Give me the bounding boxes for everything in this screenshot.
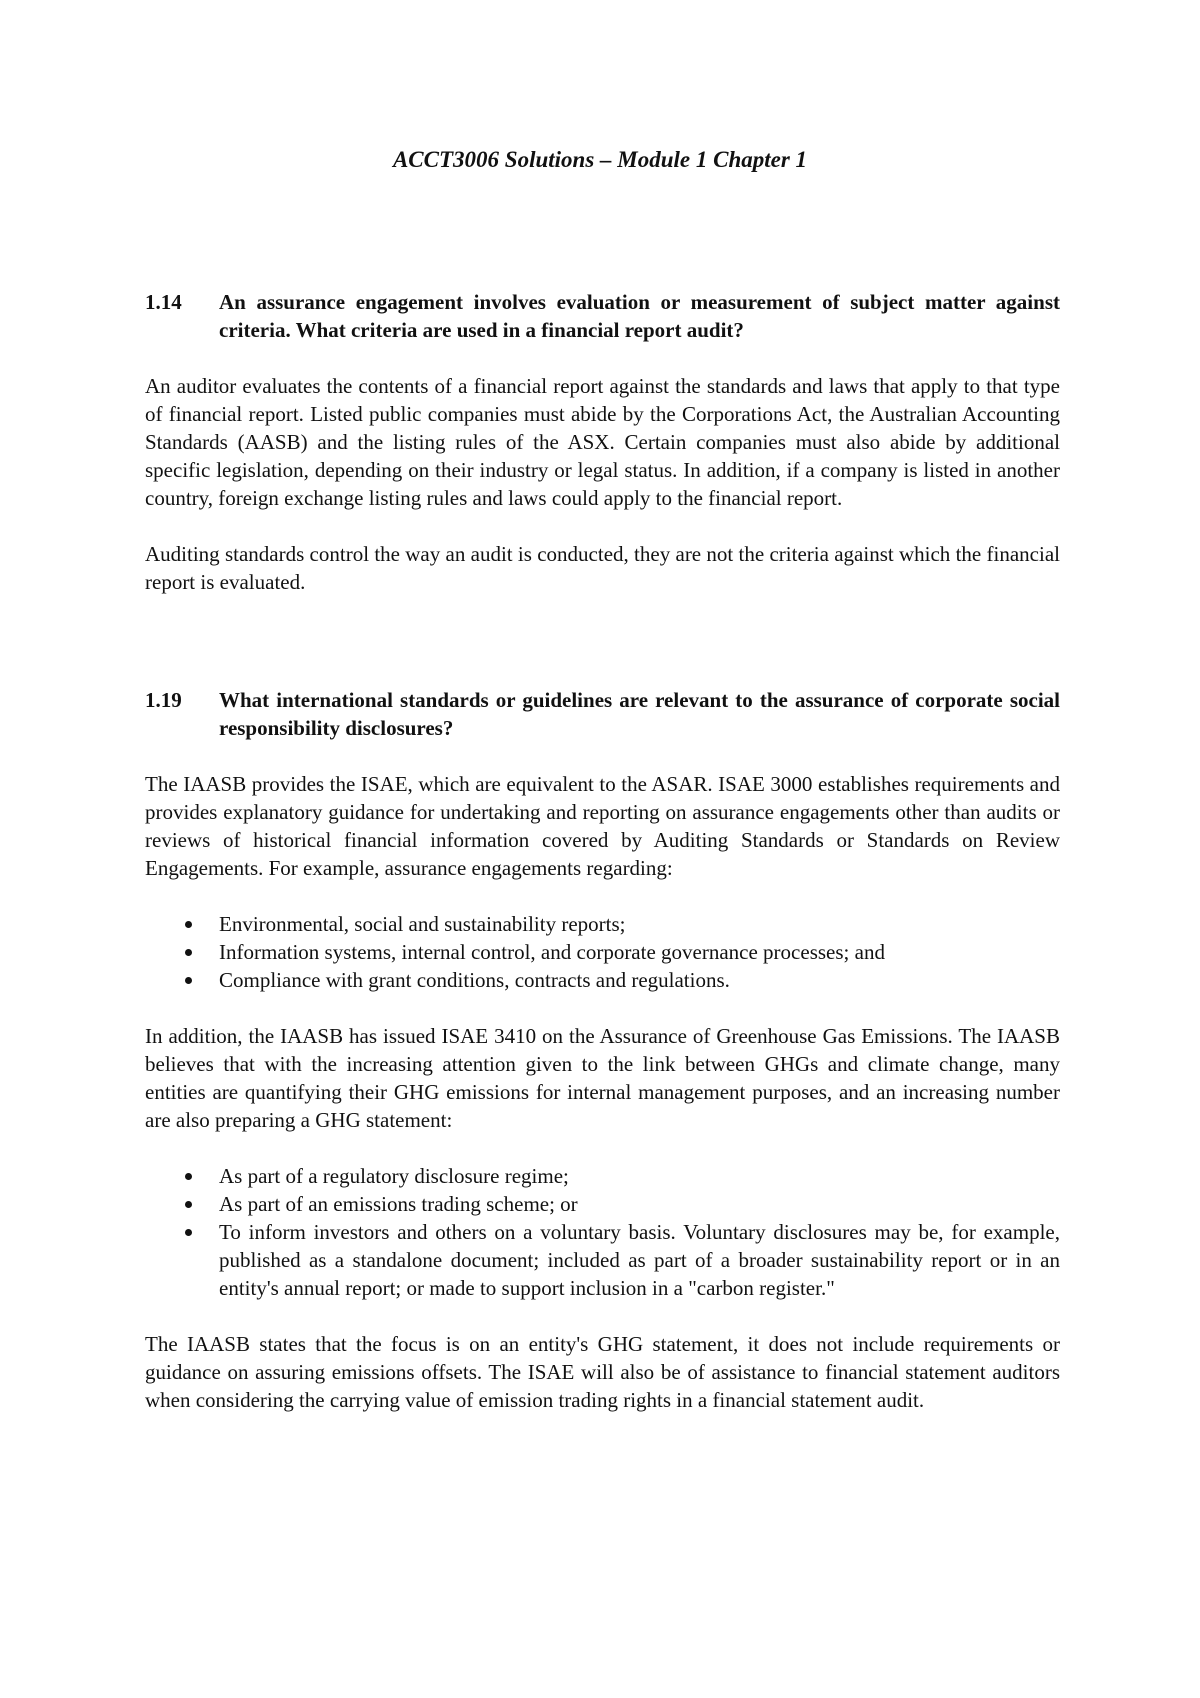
question-number: 1.14	[145, 290, 182, 314]
bullet-icon	[185, 1201, 192, 1208]
bullet-icon	[185, 1173, 192, 1180]
list-item	[145, 966, 1060, 994]
bullet-list	[145, 1162, 1060, 1302]
bullet-list	[145, 910, 1060, 994]
list-item	[145, 1162, 1060, 1190]
answer-paragraph: In addition, the IAASB has issued ISAE 3410 on the Assurance of Greenhouse Gas Emissions. The IAASB believes that with the increasing attention given to the link between GHGs and climate change, many entities are quantifying their GHG emissions for internal management purposes, and an increasing number are also preparing a GHG statement:	[145, 1024, 1060, 1132]
list-item-text: As part of a regulatory disclosure regime;	[219, 1164, 569, 1188]
answer-paragraph: The IAASB provides the ISAE, which are equivalent to the ASAR. ISAE 3000 establishes requirements and provides explanatory guidance for undertaking and reporting on assurance engagements other than audits or reviews of historical financial information covered by Auditing Standards or Standards on Review Engagements. For example, assurance engagements regarding:	[145, 772, 1060, 880]
list-item-text: Information systems, internal control, and corporate governance processes; and	[219, 940, 885, 964]
answer-paragraph: Auditing standards control the way an audit is conducted, they are not the criteria against which the financial report is evaluated.	[145, 542, 1060, 594]
list-item	[145, 1190, 1060, 1218]
document-title: ACCT3006 Solutions – Module 1 Chapter 1	[392, 147, 808, 172]
answer-paragraph: The IAASB states that the focus is on an entity's GHG statement, it does not include requirements or guidance on assuring emissions offsets. The ISAE will also be of assistance to financial statement auditors when considering the carrying value of emission trading rights in a financial statement audit.	[145, 1332, 1060, 1412]
question-text: An assurance engagement involves evaluation or measurement of subject matter against criteria. What criteria are used in a financial report audit?	[219, 290, 1060, 342]
bullet-icon	[185, 949, 192, 956]
question-1-14-section	[145, 288, 1060, 624]
bullet-icon	[185, 977, 192, 984]
bullet-icon	[185, 921, 192, 928]
question-heading	[145, 288, 1060, 344]
list-item	[145, 910, 1060, 938]
list-item-text: Compliance with grant conditions, contracts and regulations.	[219, 968, 730, 992]
list-item-text: As part of an emissions trading scheme; or	[219, 1192, 578, 1216]
answer-paragraph: An auditor evaluates the contents of a financial report against the standards and laws that apply to that type of financial report. Listed public companies must abide by the Corporations Act, the Australian Accounting Standards (AASB) and the listing rules of the ASX. Certain companies must also abide by additional specific legislation, depending on their industry or legal status. In addition, if a company is listed in another country, foreign exchange listing rules and laws could apply to the financial report.	[145, 374, 1060, 510]
question-1-19-section	[145, 686, 1060, 1442]
question-text: What international standards or guidelines are relevant to the assurance of corporate social responsibility disclosures?	[219, 688, 1060, 740]
question-number: 1.19	[145, 688, 182, 712]
bullet-icon	[185, 1229, 192, 1236]
question-heading	[145, 686, 1060, 742]
list-item-text: To inform investors and others on a voluntary basis. Voluntary disclosures may be, for example, published as a standalone document; included as part of a broader sustainability report or in an entity's annual report; or made to support inclusion in a "carbon register."	[219, 1220, 1060, 1300]
list-item-text: Environmental, social and sustainability reports;	[219, 912, 626, 936]
list-item	[145, 1218, 1060, 1302]
list-item	[145, 938, 1060, 966]
